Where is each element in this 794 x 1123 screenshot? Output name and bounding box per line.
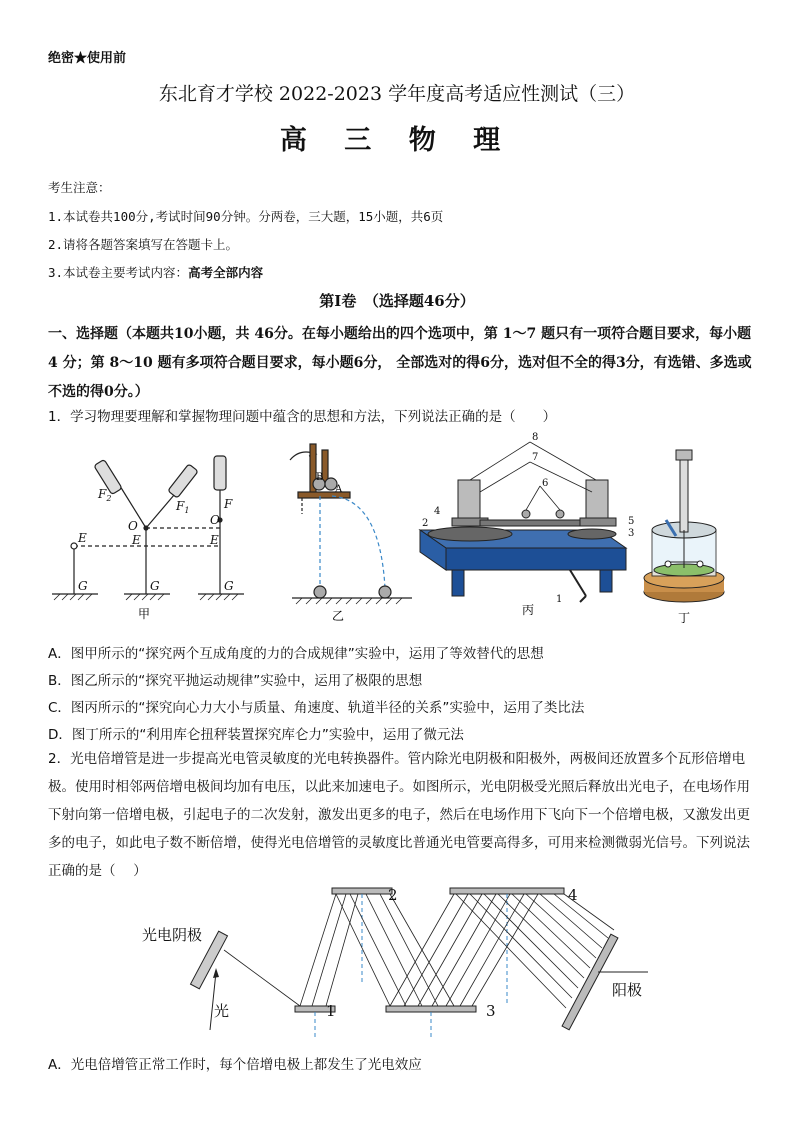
label-A: A xyxy=(335,484,343,495)
label-cathode: 光电阴极 xyxy=(142,926,203,944)
question-1-figures xyxy=(40,430,760,630)
notice-item-3-bold: 高考全部内容 xyxy=(188,265,264,280)
subject-title: 高 三 物 理 xyxy=(279,125,515,156)
figure-yi-caption: 乙 xyxy=(332,609,345,623)
top-secret-label: 绝密★使用前 xyxy=(48,51,127,66)
label-G-1: G xyxy=(78,579,88,593)
label-E-3: E xyxy=(210,533,219,547)
label-8: 8 xyxy=(532,432,539,443)
anode xyxy=(562,934,618,1030)
label-F2: $F_2$ xyxy=(98,487,112,503)
label-O-1: O xyxy=(128,519,138,533)
question-2-stem: 2．光电倍增管是进一步提高光电管灵敏度的光电转换器件。管内除光电阴极和阳极外，两极间还放置多个瓦形倍增电极。使用时相邻两倍增电极间均加有电压，以此来加速电子。如图所示，光电阴极受光照后释放出光电子，在电场作用下射向第一倍增电极，引起电子的二次发射，激发出更多的电子，然后在电场作用下飞向下一个倍增电极，又激发出更多的电子，如此电子数不断倍增，使得光电倍增管的灵敏度比普通光电管要高得多，可用来检测微弱光信号。下列说法正确的是（ ） xyxy=(48,751,750,879)
figure-yi xyxy=(290,444,412,604)
label-6: 6 xyxy=(542,478,549,489)
label-anode: 阳极 xyxy=(612,981,643,999)
question-1-option-c: C．图丙所示的“探究向心力大小与质量、角速度、轨道半径的关系”实验中，运用了类比法 xyxy=(48,700,585,716)
label-dynode-3: 3 xyxy=(486,1002,496,1020)
label-G-2: G xyxy=(150,579,160,593)
label-B: B xyxy=(316,472,324,483)
dynode-3 xyxy=(386,1006,476,1012)
part-title: 第Ⅰ卷 （选择题46分） xyxy=(319,292,475,310)
question-1-option-a: A．图甲所示的“探究两个互成角度的力的合成规律”实验中，运用了等效替代的思想 xyxy=(48,646,544,662)
label-dynode-4: 4 xyxy=(568,886,578,904)
notice-item-3 xyxy=(48,263,263,281)
question-2-figure xyxy=(140,880,660,1050)
label-O-2: O xyxy=(210,513,220,527)
notice-item-3-prefix: 3.本试卷主要考试内容： xyxy=(48,265,189,280)
figure-bing xyxy=(420,442,626,602)
section-heading: 一、选择题（本题共10小题，共 46分。在每小题给出的四个选项中，第 1～7 题只有一项符合题目要求，每小题 4 分；第 8～10 题有多项符合题目要求，每小题6分， 全部选对的得6分，选对但不全的得3分，有选错、多选或不选的得0分。） xyxy=(48,326,752,400)
figure-ding-caption: 丁 xyxy=(678,611,691,625)
label-dynode-2: 2 xyxy=(388,886,398,904)
dynode-4 xyxy=(450,888,564,894)
figure-jia-caption: 甲 xyxy=(138,607,151,621)
label-7: 7 xyxy=(532,452,539,463)
question-1-option-d: D．图丁所示的“利用库仑扭秤装置探究库仑力”实验中，运用了微元法 xyxy=(48,727,464,743)
label-F: F xyxy=(224,497,233,511)
label-2: 2 xyxy=(422,518,429,529)
label-3: 3 xyxy=(628,528,635,539)
label-E-1: E xyxy=(78,531,87,545)
question-1-stem: 1．学习物理要理解和掌握物理问题中蕴含的思想和方法，下列说法正确的是（ ） xyxy=(48,409,557,425)
figure-ding xyxy=(644,450,724,602)
figure-jia-labels xyxy=(77,487,234,593)
figure-bing-caption: 丙 xyxy=(522,603,535,617)
question-2-option-a: A．光电倍增管正常工作时，每个倍增电极上都发生了光电效应 xyxy=(48,1057,422,1073)
notice-item-1: 1.本试卷共100分,考试时间90分钟。分两卷，三大题，15小题，共6页 xyxy=(48,209,444,224)
label-G-3: G xyxy=(224,579,234,593)
label-4: 4 xyxy=(434,506,441,517)
notice-item-2: 2.请将各题答案填写在答题卡上。 xyxy=(48,237,239,252)
label-1: 1 xyxy=(556,594,563,605)
question-1-option-b: B．图乙所示的“探究平抛运动规律”实验中，运用了极限的思想 xyxy=(48,673,423,689)
label-E-2: E xyxy=(132,533,141,547)
label-F1: $F_1$ xyxy=(176,499,190,515)
electron-paths xyxy=(224,894,614,1008)
label-dynode-1: 1 xyxy=(326,1002,336,1020)
label-light: 光 xyxy=(214,1002,230,1020)
label-5: 5 xyxy=(628,516,635,527)
dynode-2 xyxy=(332,888,392,894)
school-title: 东北育才学校 2022-2023 学年度高考适应性测试（三） xyxy=(158,83,636,105)
notice-heading: 考生注意： xyxy=(48,180,111,195)
